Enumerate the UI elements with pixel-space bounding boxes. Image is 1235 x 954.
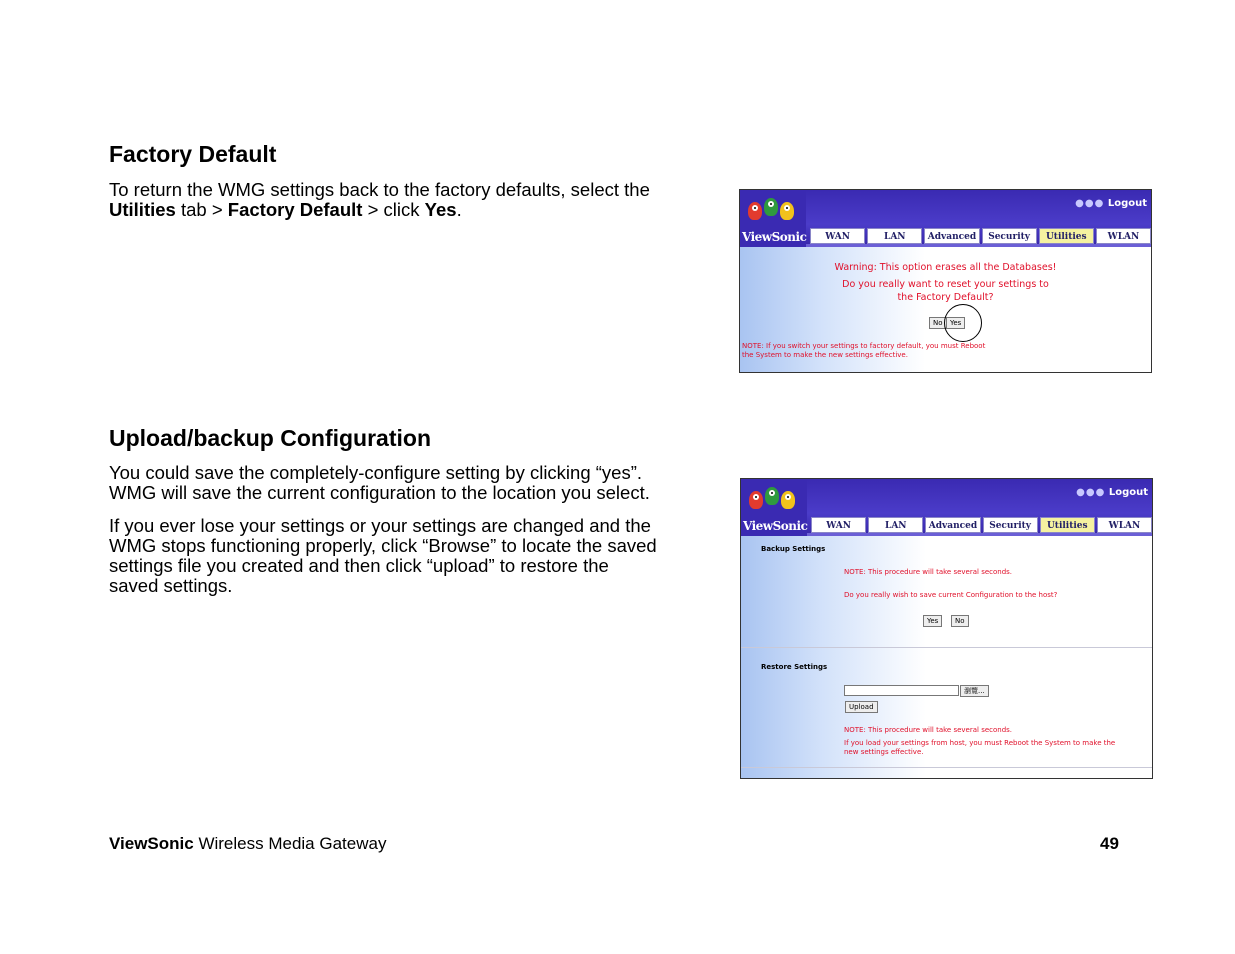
tab-advanced[interactable]: Advanced xyxy=(925,517,980,533)
yes-button[interactable]: Yes xyxy=(946,317,965,329)
tab-underline xyxy=(807,533,1152,536)
instruction-yes: Yes xyxy=(424,199,457,220)
bird-icon xyxy=(780,202,794,220)
restore-description xyxy=(109,516,709,596)
question-line1: Do you really want to reset your settings to xyxy=(842,279,1049,290)
logout-link[interactable] xyxy=(1075,198,1147,209)
reset-question xyxy=(740,278,1151,304)
nav-tabs xyxy=(810,228,1151,244)
backup-settings-title: Backup Settings xyxy=(761,545,826,553)
instruction-end: . xyxy=(456,199,462,220)
footer-product-name: Wireless Media Gateway xyxy=(193,834,387,853)
browse-button[interactable]: 瀏覽... xyxy=(960,685,989,697)
tab-wan[interactable]: WAN xyxy=(811,517,866,533)
viewsonic-logo xyxy=(741,479,807,536)
bird-icon xyxy=(748,202,762,220)
para1-line2: WMG will save the current configuration to the location you select. xyxy=(109,482,650,503)
section-heading-upload-backup: Upload/backup Configuration xyxy=(109,425,431,451)
footer-brand: ViewSonic xyxy=(109,834,194,853)
instruction-prefix: To return the WMG settings back to the factory defaults, select the xyxy=(109,179,650,200)
logout-label: Logout xyxy=(1107,198,1147,209)
restore-info-line2: new settings effective. xyxy=(844,748,924,756)
instruction-factory-default: Factory Default xyxy=(227,199,363,220)
restore-info-line1: If you load your settings from host, you must Reboot the System to make the xyxy=(844,739,1116,747)
tab-security[interactable]: Security xyxy=(983,517,1038,533)
reboot-note xyxy=(742,342,985,360)
tab-advanced[interactable]: Advanced xyxy=(924,228,979,244)
tab-underline xyxy=(806,244,1151,247)
no-button[interactable]: No xyxy=(929,317,947,329)
section-divider xyxy=(741,647,1152,648)
nav-tabs xyxy=(811,517,1152,533)
file-path-input[interactable] xyxy=(844,685,959,696)
tab-utilities[interactable]: Utilities xyxy=(1040,517,1095,533)
brand-name: ViewSonic xyxy=(743,519,808,533)
instruction-sep2: > click xyxy=(362,199,425,220)
para1-line1: You could save the completely-configure setting by clicking “yes”. xyxy=(109,462,643,483)
restore-note: NOTE: This procedure will take several seconds. xyxy=(844,726,1013,734)
tab-wlan[interactable]: WLAN xyxy=(1096,228,1151,244)
dots-icon: ●●● xyxy=(1076,487,1106,498)
factory-default-instructions xyxy=(109,180,709,220)
page-number: 49 xyxy=(1100,834,1119,853)
logout-link[interactable] xyxy=(1076,487,1148,498)
question-line2: the Factory Default? xyxy=(897,292,994,303)
tab-wlan[interactable]: WLAN xyxy=(1097,517,1152,533)
note-line2: the System to make the new settings effective. xyxy=(742,351,908,359)
section-heading-factory-default: Factory Default xyxy=(109,141,277,167)
backup-note: NOTE: This procedure will take several seconds. xyxy=(844,568,1013,576)
brand-name: ViewSonic xyxy=(742,230,807,244)
tab-lan[interactable]: LAN xyxy=(868,517,923,533)
tab-lan[interactable]: LAN xyxy=(867,228,922,244)
bird-icon xyxy=(764,198,778,216)
instruction-sep1: tab > xyxy=(175,199,228,220)
warning-text: Warning: This option erases all the Databases! xyxy=(834,262,1057,273)
tab-security[interactable]: Security xyxy=(982,228,1037,244)
factory-default-screenshot xyxy=(739,189,1152,373)
para2-line3: settings file you created and then click “upload” to restore the xyxy=(109,555,609,576)
para2-line2: WMG stops functioning properly, click “Browse” to locate the saved xyxy=(109,535,657,556)
backup-description xyxy=(109,463,709,503)
backup-restore-screenshot xyxy=(740,478,1153,779)
tab-wan[interactable]: WAN xyxy=(810,228,865,244)
restore-info xyxy=(844,739,1115,757)
footer-product xyxy=(109,834,386,854)
instruction-utilities: Utilities xyxy=(109,199,176,220)
restore-settings-title: Restore Settings xyxy=(761,663,828,671)
para2-line1: If you ever lose your settings or your settings are changed and the xyxy=(109,515,651,536)
bird-icon xyxy=(781,491,795,509)
tab-utilities[interactable]: Utilities xyxy=(1039,228,1094,244)
highlight-circle xyxy=(944,304,982,342)
note-line1: NOTE: If you switch your settings to factory default, you must Reboot xyxy=(742,342,986,350)
upload-button[interactable]: Upload xyxy=(845,701,878,713)
dots-icon: ●●● xyxy=(1075,198,1105,209)
bird-icon xyxy=(749,491,763,509)
viewsonic-logo xyxy=(740,190,806,247)
para2-line4: saved settings. xyxy=(109,575,233,596)
backup-question: Do you really wish to save current Configuration to the host? xyxy=(844,591,1058,599)
bird-icon xyxy=(765,487,779,505)
logout-label: Logout xyxy=(1108,487,1148,498)
bottom-divider xyxy=(741,767,1152,768)
backup-no-button[interactable]: No xyxy=(951,615,969,627)
backup-yes-button[interactable]: Yes xyxy=(923,615,942,627)
